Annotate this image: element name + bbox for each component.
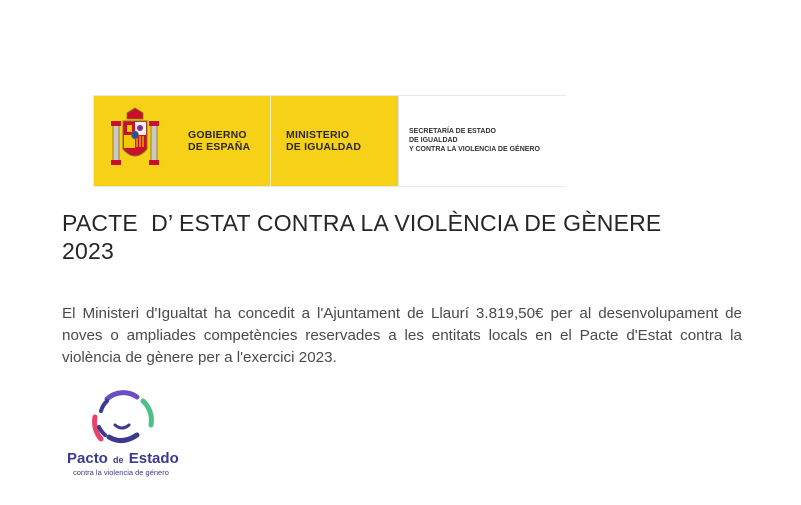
ministerio-line-2: DE IGUALDAD xyxy=(286,141,362,153)
wordmark-estado: Estado xyxy=(128,450,179,467)
wordmark-de: de xyxy=(113,455,124,465)
page-title xyxy=(62,209,752,265)
title-line-2: 2023 xyxy=(62,238,114,264)
coat-of-arms-icon xyxy=(109,107,161,173)
secretaria-line-2: DE IGUALDAD xyxy=(409,137,458,144)
secretaria-line-1: SECRETARÍA DE ESTADO xyxy=(409,128,496,135)
logo-tagline: contra la violencia de género xyxy=(73,468,169,477)
pacto-smile-logo-icon xyxy=(87,387,157,449)
secretaria-label xyxy=(409,127,540,154)
ministerio-label xyxy=(286,129,361,153)
gobierno-line-1: GOBIERNO xyxy=(188,129,247,141)
government-banner xyxy=(93,95,566,187)
gobierno-de-espana-label xyxy=(188,129,250,153)
secretaria-panel xyxy=(398,96,566,186)
wordmark-pacto: Pacto xyxy=(67,450,108,467)
ministerio-line-1: MINISTERIO xyxy=(286,129,350,141)
secretaria-line-3: Y CONTRA LA VIOLENCIA DE GÉNERO xyxy=(409,146,540,153)
banner-divider xyxy=(270,96,271,186)
title-line-1: PACTE D’ ESTAT CONTRA LA VIOLÈNCIA DE GÈNERE xyxy=(62,210,662,236)
pacto-de-estado-wordmark xyxy=(67,450,179,467)
pacto-de-estado-logo xyxy=(65,387,195,482)
announcement-paragraph: El Ministeri d'Igualtat ha concedit a l'Ajuntament de Llaurí 3.819,50€ per al desenvolupament de noves o ampliades competències reservades a les entitats locals en el Pacte d'Estat contra la violència de gènere per a l'exercici 2023. xyxy=(62,305,742,366)
gobierno-line-2: DE ESPAÑA xyxy=(188,141,251,153)
